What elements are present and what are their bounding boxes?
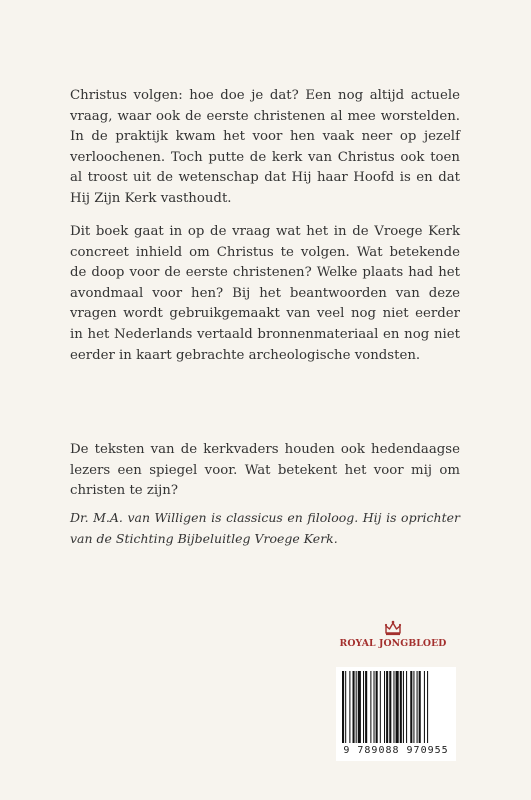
isbn-barcode xyxy=(336,667,456,761)
barcode-bar xyxy=(363,671,364,743)
barcode-bar xyxy=(376,671,378,743)
barcode-bar xyxy=(365,671,367,743)
barcode-bar xyxy=(370,671,371,743)
back-cover-paragraph-1: Christus volgen: hoe doe je dat? Een nog altijd actuele vraag, waar ook de eerste christenen al mee worstelden. In de praktijk kwam het voor hen vaak neer op jezelf verloochenen. Toch putte de kerk van Christus ook toen al troost uit de wetenschap dat Hij haar Hoofd is en dat Hij Zijn Kerk vasthoudt. xyxy=(70,88,460,206)
barcode-bar xyxy=(353,671,355,743)
barcode-bar xyxy=(345,671,346,743)
barcode-bar xyxy=(386,671,388,743)
barcode-bar xyxy=(403,671,404,743)
barcode-bar xyxy=(380,671,381,743)
barcode-bar xyxy=(427,671,428,743)
barcode-bar xyxy=(400,671,402,743)
barcode-bar xyxy=(419,671,421,743)
crown-icon xyxy=(384,620,402,636)
barcode-bar xyxy=(342,671,344,743)
barcode-bar xyxy=(374,671,375,743)
isbn-digits: 9 789088 970955 xyxy=(343,745,449,756)
barcode-bar xyxy=(424,671,425,743)
author-bio: Dr. M.A. van Willigen is classicus en filoloog. Hij is oprichter van de Stichting Bijbeluitleg Vroege Kerk. xyxy=(70,510,460,546)
barcode-bars xyxy=(340,671,452,743)
barcode-bar xyxy=(349,671,350,743)
barcode-bar xyxy=(396,671,399,743)
barcode-bar xyxy=(393,671,394,743)
back-cover-paragraph-2: Dit boek gaat in op de vraag wat het in de Vroege Kerk concreet inhield om Christus te volgen. Wat betekende de doop voor de eerste christenen? Welke plaats had het avondmaal voor hen? Bij het beantwoorden van deze vragen wordt gebruikgemaakt van veel nog niet eerder in het Nederlands vertaald bronnenmateriaal en nog niet eerder in kaart gebrachte archeologische vondsten. xyxy=(70,224,460,363)
barcode-bar xyxy=(358,671,361,743)
barcode-bar xyxy=(406,671,407,743)
barcode-bar xyxy=(384,671,385,743)
barcode-bar xyxy=(410,671,412,743)
publisher-logo xyxy=(339,620,447,649)
publisher-name: ROYAL JONGBLOED xyxy=(339,638,447,649)
barcode-bar xyxy=(417,671,418,743)
barcode-bar xyxy=(389,671,391,743)
barcode-bar xyxy=(413,671,414,743)
back-cover-paragraph-3: De teksten van de kerkvaders houden ook hedendaagse lezers een spiegel voor. Wat betekent het voor mij om christen te zijn? xyxy=(70,442,460,499)
barcode-bar xyxy=(356,671,357,743)
